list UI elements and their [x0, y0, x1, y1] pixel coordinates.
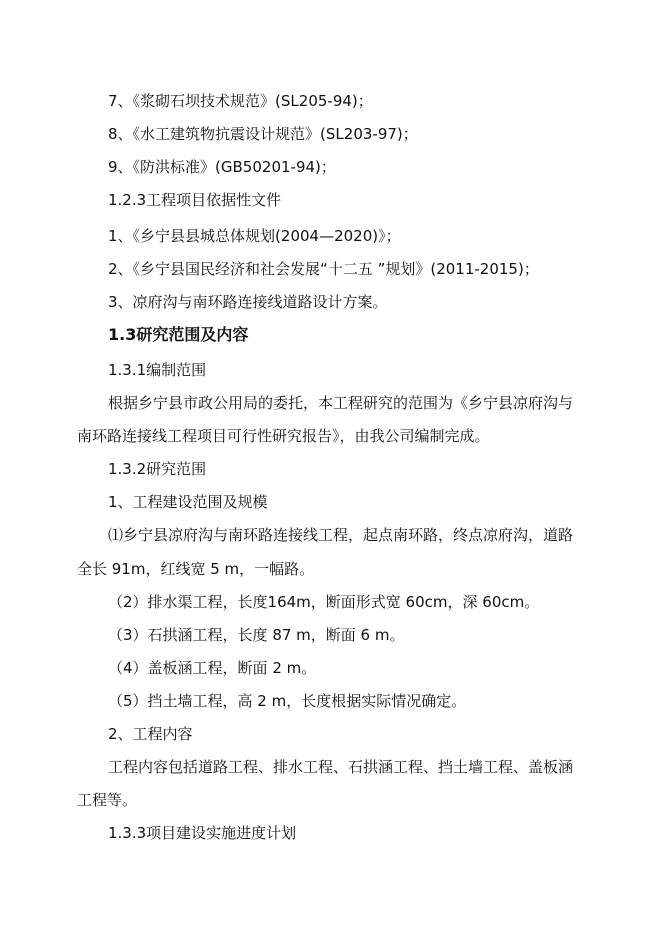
text-line: 1、工程建设范围及规模 [108, 493, 268, 511]
paragraph-line: 工程等。 [77, 791, 138, 809]
text-line: 7、《浆砌石坝技术规范》(SL205-94)； [108, 92, 373, 110]
paragraph-line: 工程内容包括道路工程、排水工程、石拱涵工程、挡土墙工程、盖板涵 [108, 758, 574, 776]
list-item: （5）挡土墙工程，高 2 m，长度根据实际情况确定。 [108, 692, 467, 710]
text-line: 3、凉府沟与南环路连接线道路设计方案。 [108, 293, 388, 311]
text-line: 9、《防洪标准》(GB50201-94)； [108, 158, 336, 176]
paragraph-line: 根据乡宁县市政公用局的委托，本工程研究的范围为《乡宁县凉府沟与 [108, 394, 574, 412]
section-heading: 1.3.2研究范围 [108, 460, 207, 478]
text-line: 2、工程内容 [108, 725, 193, 743]
paragraph-line: 南环路连接线工程项目可行性研究报告》，由我公司编制完成。 [77, 427, 490, 445]
section-heading: 1.3.1编制范围 [108, 361, 207, 379]
paragraph-line: ⑴乡宁县凉府沟与南环路连接线工程，起点南环路，终点凉府沟，道路 [108, 526, 574, 544]
text-line: 8、《水工建筑物抗震设计规范》(SL203-97)； [108, 125, 418, 143]
list-item: （2）排水渠工程，长度164m，断面形式宽 60cm，深 60cm。 [108, 593, 540, 611]
section-heading: 1.3研究范围及内容 [108, 325, 249, 344]
text-line: 2、《乡宁县国民经济和社会发展“十二五 ”规划》(2011-2015)； [108, 260, 539, 278]
list-item: （4）盖板涵工程，断面 2 m。 [108, 659, 317, 677]
list-item: （3）石拱涵工程，长度 87 m，断面 6 m。 [108, 626, 405, 644]
paragraph-line: 全长 91m，红线宽 5 m，一幅路。 [77, 560, 315, 578]
section-heading: 1.2.3工程项目依据性文件 [108, 191, 282, 209]
text-line: 1、《乡宁县县城总体规划(2004—2020)》； [108, 227, 401, 245]
section-heading: 1.3.3项目建设实施进度计划 [108, 824, 297, 842]
